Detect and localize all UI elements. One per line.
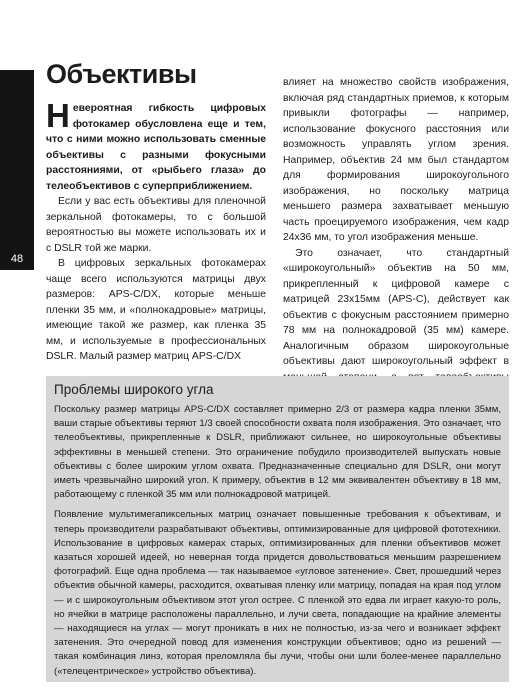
sidebar-box-paragraph: Поскольку размер матрицы APS-C/DX составляет примерно 2/3 от размера кадра пленки 35мм, ваши старые объективы теряют 1/3 своей способности охвата поля изображения. Это означает, что телеобъективы, прикрепленные к DSLR, приближают сильнее, но широкоугольные объективы эффективны в меньшей степени. Это ограничение побудило производителей выпускать новые объективы с более широким углом охвата. Предназначенные специально для DSLR, они могут иметь чрезвычайно широкий угол. К примеру, объектив в 12 мм эквивалентен объективу в 18 мм, работающему с пленкой 35 мм или полнокадровой матрицей. — [54, 404, 501, 501]
sidebar-box-paragraph: Появление мультимегапиксельных матриц означает повышенные требования к объективам, и теперь производители разрабатывают объективы, оптимизированные для цифровой фототехники. Использование в цифровых камерах старых, оптимизированных для пленки объективов может казаться хорошей идеей, но неверная тогда придется довольствоваться меньшим разрешением фотографий. Еще одна проблема — так называемое «угловое затенение». Свет, прошедший через объектив обычной камеры, расходится, охватывая пленку или матрицу, попадая на края под углом — и с широкоугольным объективом этот угол острее. С пленкой это едва ли играет какую-то роль, но ячейки в матрице расположены параллельно, и лучи света, попадающие на крайние элементы — находящиеся на углах — могут проникать в них не полностью, из-за чего и возникает эффект затенения. Это очередной повод для изменения конструкции объективов; одно из решений — такая комбинация линз, которая преломляла бы лучи, чтобы они шли более-менее параллельно («телецентрическое» устройство объектива). — [54, 509, 501, 677]
page-number: 48 — [10, 253, 24, 265]
drop-cap: Н — [46, 97, 70, 134]
body-paragraph: Если у вас есть объективы для пленочной зеркальной фотокамеры, то с большой вероятностью вы можете использовать их и с DSLR той же марки. — [46, 196, 266, 254]
sidebar-box-body — [54, 403, 501, 685]
body-paragraph: Это означает, что стандартный «широкоугольный» объектив на 50 мм, прикрепленный к цифровой камере с матрицей 23х15мм (APS-C), действует как объектив с фокусным расстоянием примерно 78 мм на полнокадровой (35 мм) камере. Аналогичным образом широкоугольные объективы дают широкоугольный эффект в — [283, 247, 509, 367]
lead-text: евероятная гибкость цифровых фотокамер обусловлена еще и тем, что с ними можно использовать сменные объективы с разными фокусными расстояниями, от «рыбьего глаза» до телеобъективов с суперприближением. — [46, 103, 266, 192]
text-column-left — [46, 97, 266, 365]
sidebar-tab — [0, 70, 34, 270]
lead-paragraph — [46, 97, 266, 194]
text-column-right — [283, 75, 509, 401]
page-title: Объективы — [46, 59, 197, 89]
sidebar-box-title: Проблемы широкого угла — [54, 382, 214, 397]
body-paragraph: В цифровых зеркальных фотокамерах чаще всего используются матрицы двух размеров: APS-C/DX, которые меньше пленки 35 мм, и «полнокадровые» матрицы, имеющие такой же размер, как пленка 35 мм, и используемые в профессиональных DSLR. Малый размер матриц APS-C/DX — [46, 258, 266, 362]
body-paragraph-continued: влияет на множество свойств изображения, включая ряд стандартных приемов, к которым привыкли фотографы — например, использование фокусного расстояния или возможность управлять углом зрения. Например, объектив 24 мм был стандартом для формирования широкоугольного изображения, но поскольку матрица меньшего размера захватывает меньшую часть проецируемого изображения, чем кадр 24х36 мм, то угол изображения меньше. — [283, 77, 509, 243]
